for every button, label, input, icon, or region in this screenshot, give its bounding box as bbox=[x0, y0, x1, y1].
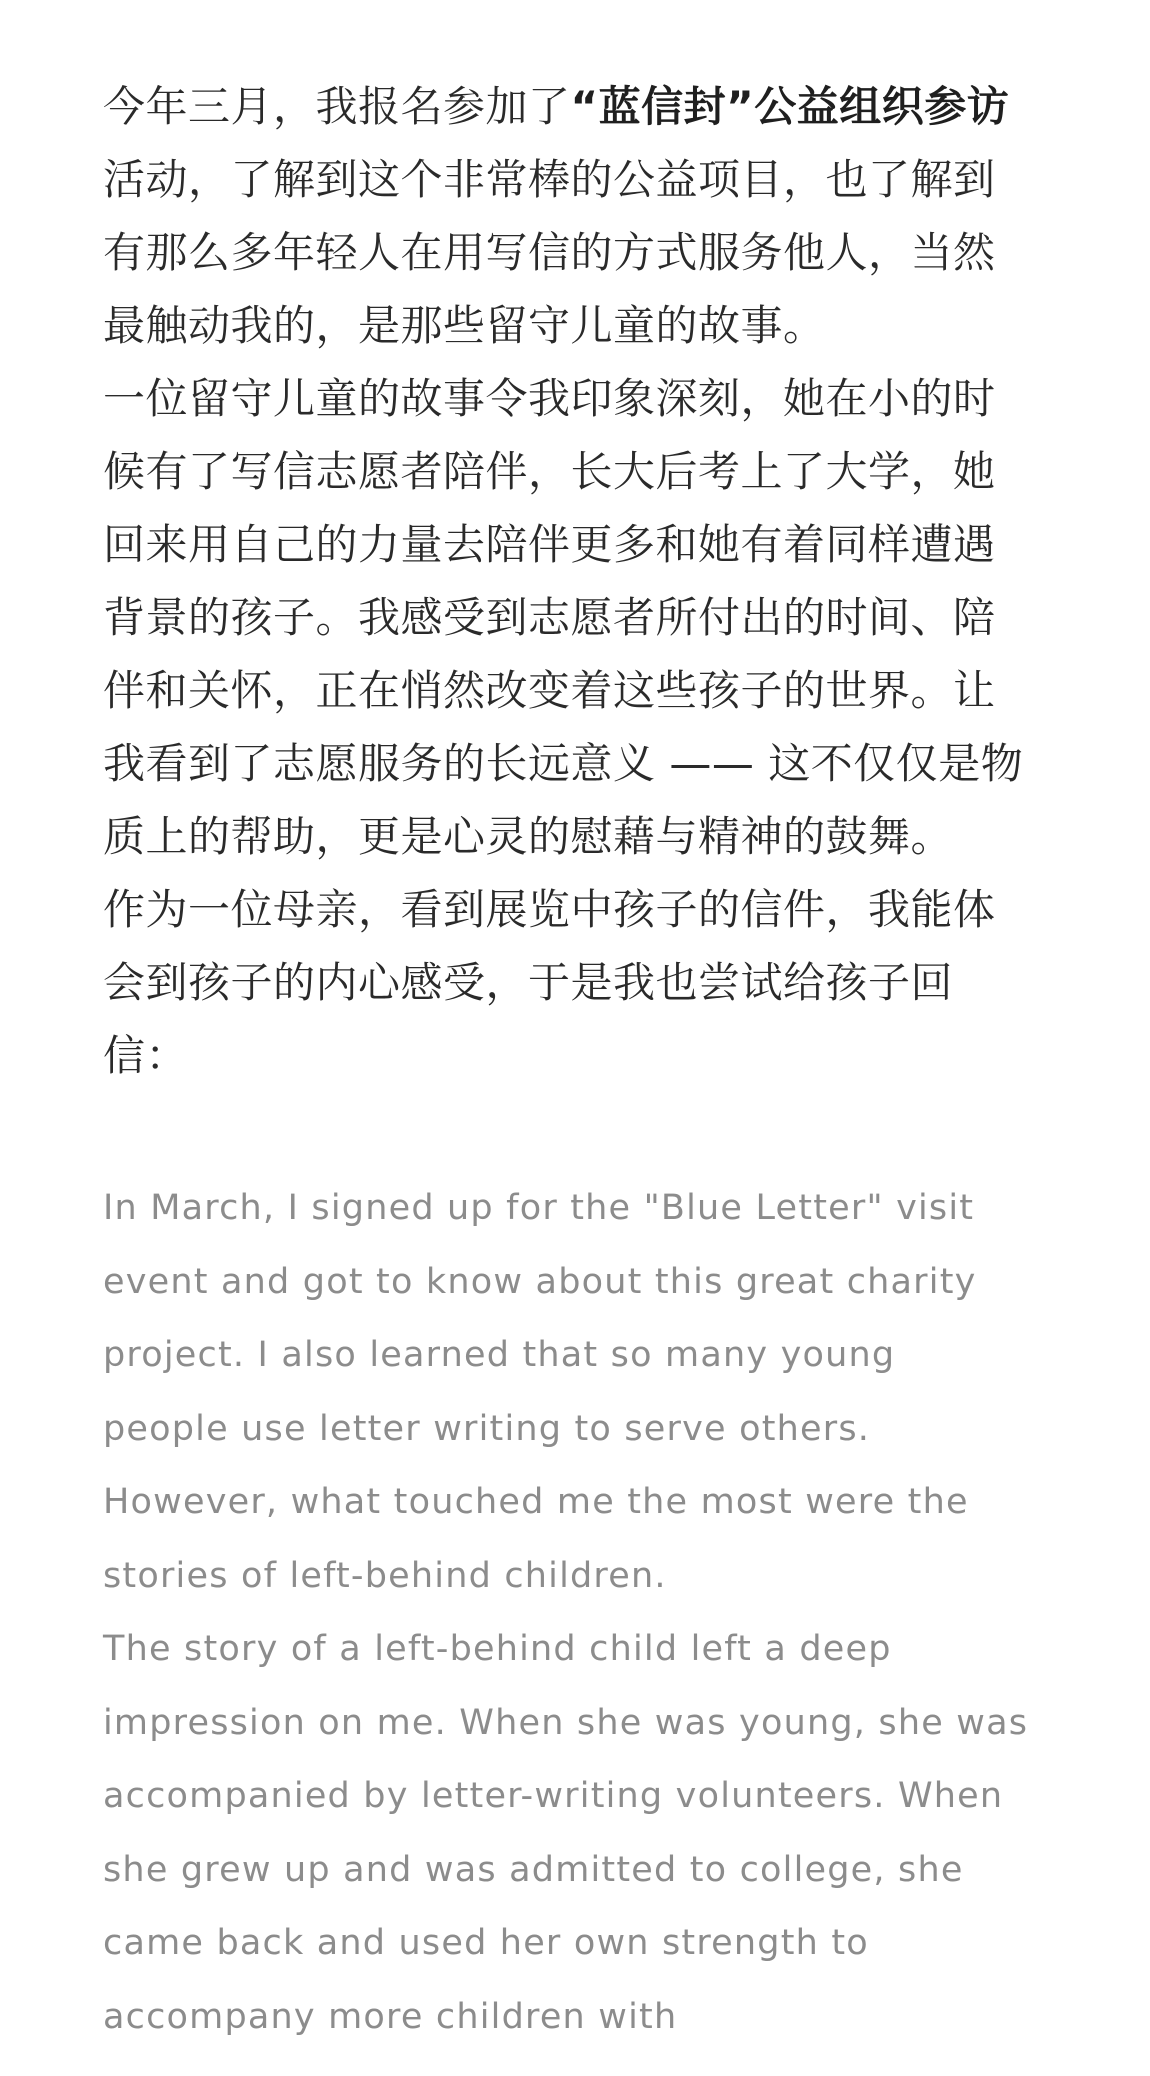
en-paragraph-1: In March, I signed up for the "Blue Letter" visit event and got to know about this great charity project. I also learned that so many young people use letter writing to serve others. However, what touched me the most were the stories of left-behind children. bbox=[103, 1188, 977, 1596]
zh-paragraph-1-bold: “蓝信封”公益组织参访 bbox=[570, 82, 1010, 131]
zh-paragraph-1 bbox=[103, 70, 1033, 362]
english-text-block bbox=[103, 1172, 1033, 2054]
chinese-text-block bbox=[103, 70, 1033, 1092]
zh-paragraph-3: 作为一位母亲，看到展览中孩子的信件，我能体会到孩子的内心感受，于是我也尝试给孩子回信： bbox=[103, 885, 996, 1080]
zh-paragraph-2: 一位留守儿童的故事令我印象深刻，她在小的时候有了写信志愿者陪伴，长大后考上了大学，她回来用自己的力量去陪伴更多和她有着同样遭遇背景的孩子。我感受到志愿者所付出的时间、陪伴和关怀，正在悄然改变着这些孩子的世界。让我看到了志愿服务的长远意义 —— 这不仅仅是物质上的帮助，更是心灵的慰藉与精神的鼓舞。 bbox=[103, 374, 1024, 861]
zh-paragraph-1-end: 活动，了解到这个非常棒的公益项目，也了解到有那么多年轻人在用写信的方式服务他人，当然最触动我的，是那些留守儿童的故事。 bbox=[103, 155, 996, 350]
en-paragraph-2: The story of a left-behind child left a deep impression on me. When she was young, she was accompanied by letter-writing volunteers. When she grew up and was admitted to college, she came back and used her own strength to accompany more children with bbox=[103, 1629, 1029, 2037]
article-body bbox=[103, 70, 1033, 2054]
zh-paragraph-1-start: 今年三月，我报名参加了 bbox=[103, 82, 571, 131]
